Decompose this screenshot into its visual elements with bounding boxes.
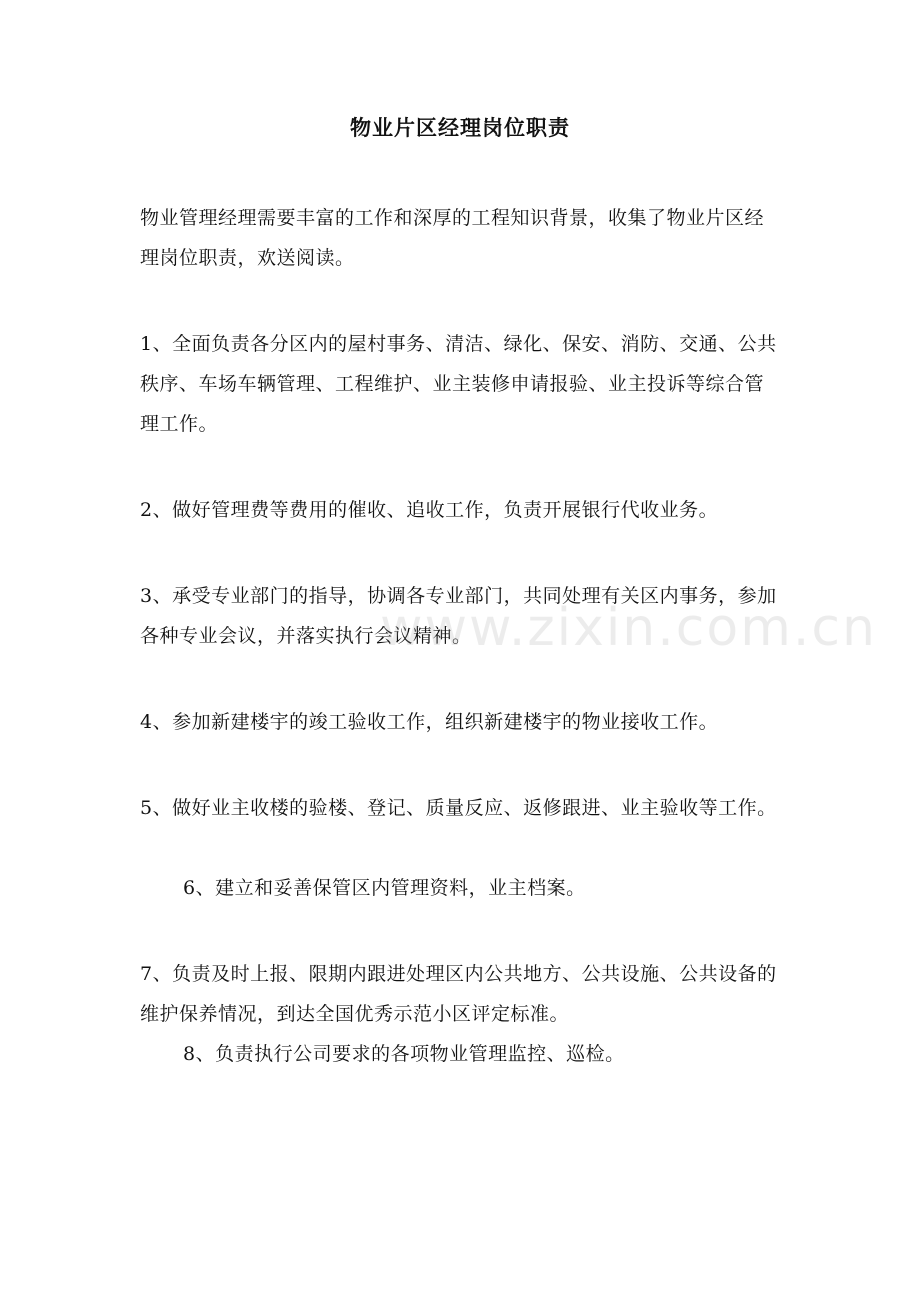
intro-paragraph: 物业管理经理需要丰富的工作和深厚的工程知识背景，收集了物业片区经理岗位职责，欢送阅读。 [140, 207, 765, 269]
watermark-text: www.zixin.com.cn [380, 598, 877, 658]
duty-item-7: 7、负责及时上报、限期内跟进处理区内公共地方、公共设施、公共设备的维护保养情况，到达全国优秀示范小区评定标准。 [140, 963, 777, 1025]
document-title: 物业片区经理岗位职责 [350, 115, 570, 140]
duty-item-5: 5、做好业主收楼的验楼、登记、质量反应、返修跟进、业主验收等工作。 [140, 797, 777, 819]
duty-item-6: 6、建立和妥善保管区内管理资料，业主档案。 [183, 877, 586, 899]
duty-item-2: 2、做好管理费等费用的催收、追收工作，负责开展银行代收业务。 [140, 499, 719, 521]
duty-item-1: 1、全面负责各分区内的屋村事务、清洁、绿化、保安、消防、交通、公共秩序、车场车辆管理、工程维护、业主装修申请报验、业主投诉等综合管理工作。 [140, 333, 777, 435]
duty-item-8: 8、负责执行公司要求的各项物业管理监控、巡检。 [183, 1043, 625, 1065]
duty-item-3: 3、承受专业部门的指导，协调各专业部门，共同处理有关区内事务，参加各种专业会议，并落实执行会议精神。 [140, 585, 777, 647]
duty-item-4: 4、参加新建楼宇的竣工验收工作，组织新建楼宇的物业接收工作。 [140, 711, 719, 733]
